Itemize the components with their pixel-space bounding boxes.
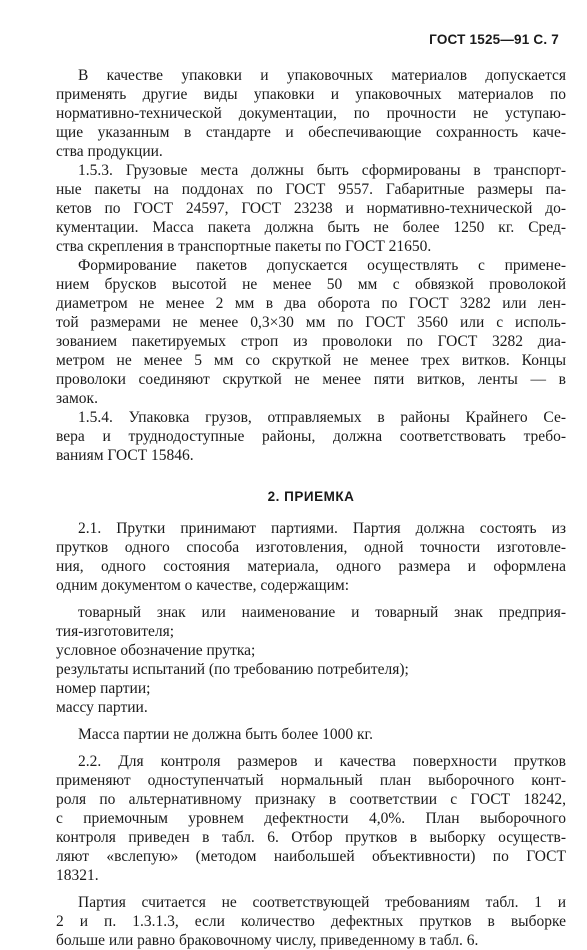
paragraph-line: 1.5.4. Упаковка грузов, отправляемых в районы Крайнего Се- (78, 409, 566, 426)
paragraph-line: 2.1. Прутки принимают партиями. Партия должна состоять из (78, 520, 566, 537)
paragraph-line: больше или равно браковочному числу, приведенному в табл. 6. (56, 932, 479, 949)
paragraph-line: той размерами не менее 0,3×30 мм по ГОСТ 3560 или с исполь- (56, 314, 566, 331)
section-heading: 2. ПРИЕМКА (267, 489, 355, 504)
paragraph-gap (56, 595, 566, 603)
running-header: ГОСТ 1525—91 С. 7 (429, 32, 559, 47)
paragraph-line: проволоки соединяют скруткой не менее пяти витков, ленты — в (56, 371, 566, 388)
paragraph-gap (56, 744, 566, 752)
paragraph-line: 2.2. Для контроля размеров и качества поверхности прутков (78, 753, 566, 770)
paragraph-line: зованием пакетируемых строп из проволоки по ГОСТ 3282 диа- (56, 333, 566, 350)
paragraph-line: кументации. Масса пакета должна быть не более 1250 кг. Сред- (56, 219, 566, 236)
paragraph-line: применять другие виды упаковки и упаковочных материалов по (56, 86, 566, 103)
paragraph-line: нормативно-технической документации, по прочности не уступаю- (56, 105, 566, 122)
paragraph-line: 1.5.3. Грузовые места должны быть сформированы в транспорт- (78, 162, 566, 179)
paragraph-line: ваниям ГОСТ 15846. (56, 447, 194, 464)
paragraph-line: 18321. (56, 867, 99, 884)
list-item-line: массу партии. (56, 699, 148, 716)
list-item-line: результаты испытаний (по требованию потребителя); (56, 661, 409, 678)
paragraph-line: кетов по ГОСТ 24597, ГОСТ 23238 и нормативно-технической до- (56, 200, 566, 217)
paragraph-line: метром не менее 5 мм со скруткой не менее трех витков. Концы (56, 352, 566, 369)
paragraph-line: применяют одноступенчатый нормальный план выборочного конт- (56, 772, 566, 789)
paragraph-line: диаметром не менее 2 мм в два оборота по ГОСТ 3282 или лен- (56, 295, 566, 312)
paragraph-line: с приемочным уровнем дефектности 4,0%. План выборочного (56, 810, 566, 827)
paragraph-line: одним документом о качестве, содержащим: (56, 577, 350, 594)
paragraph-line: нием брусков высотой не менее 50 мм с обвязкой проволокой (56, 276, 566, 293)
paragraph-line: В качестве упаковки и упаковочных материалов допускается (78, 67, 566, 84)
paragraph-line: ляют «вслепую» (методом наибольшей объективности) по ГОСТ (56, 848, 566, 865)
document-body (56, 66, 566, 950)
paragraph-line: вера и труднодоступные районы, должна соответствовать требо- (56, 428, 566, 445)
list-item-line: номер партии; (56, 680, 151, 697)
paragraph-line: тия-изготовителя; (56, 623, 175, 640)
paragraph-line: ния, одного состояния материала, одного размера и оформлена (56, 558, 566, 575)
paragraph-line: роля по альтернативному признаку в соответствии с ГОСТ 18242, (56, 791, 566, 808)
paragraph-line: ства продукции. (56, 143, 163, 160)
paragraph-line: контроля приведен в табл. 6. Отбор прутков в выборку осуществ- (56, 829, 566, 846)
paragraph-line: товарный знак или наименование и товарный знак предприя- (78, 604, 566, 621)
paragraph-line: Формирование пакетов допускается осуществлять с примене- (78, 257, 566, 274)
paragraph-line: ные пакеты на поддонах по ГОСТ 9557. Габаритные размеры па- (56, 181, 566, 198)
paragraph-line: замок. (56, 390, 98, 407)
paragraph-line: прутков одного способа изготовления, одной точности изготовле- (56, 539, 566, 556)
paragraph-line: ства скрепления в транспортные пакеты по ГОСТ 21650. (56, 238, 432, 255)
paragraph-line: Масса партии не должна быть более 1000 кг. (78, 726, 374, 743)
paragraph-line: щие указанным в стандарте и обеспечивающие сохранность каче- (56, 124, 566, 141)
paragraph-line: Партия считается не соответствующей требованиям табл. 1 и (78, 894, 566, 911)
paragraph-gap (56, 717, 566, 725)
list-item-line: условное обозначение прутка; (56, 642, 256, 659)
paragraph-gap (56, 885, 566, 893)
paragraph-line: 2 и п. 1.3.1.3, если количество дефектных прутков в выборке (56, 913, 566, 930)
